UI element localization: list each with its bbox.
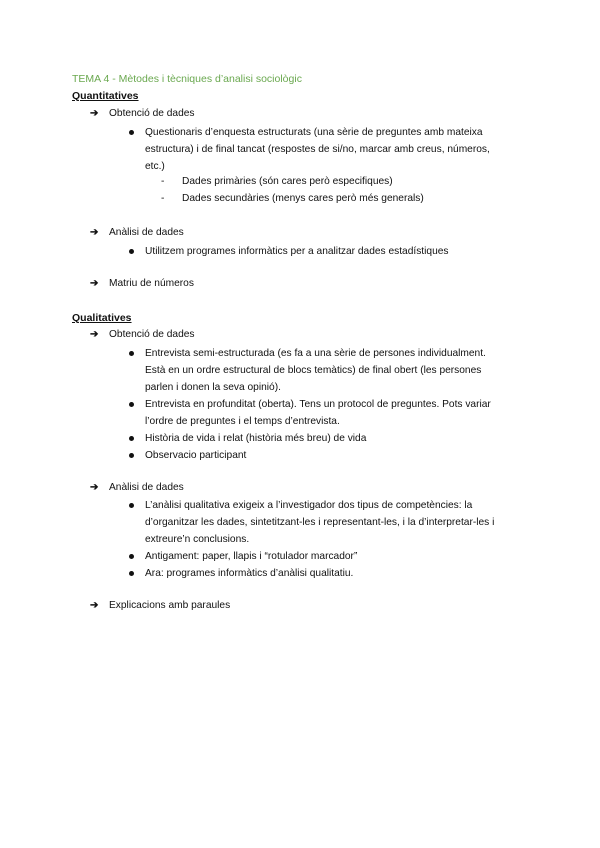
dash-icon: - bbox=[161, 176, 165, 187]
right-arrow-icon: ➔ bbox=[90, 329, 99, 340]
sub-item-dades-secundaries: - Dades secundàries (menys cares però més generals) bbox=[161, 193, 424, 204]
list-item-obtencio-qual: ➔ Obtenció de dades bbox=[90, 329, 195, 340]
bullet-dot-icon bbox=[129, 249, 134, 254]
list-item-analisi-qual: ➔ Anàlisi de dades bbox=[90, 482, 184, 493]
right-arrow-icon: ➔ bbox=[90, 600, 99, 611]
bullet-dot-icon bbox=[129, 571, 134, 576]
right-arrow-icon: ➔ bbox=[90, 278, 99, 289]
right-arrow-icon: ➔ bbox=[90, 227, 99, 238]
page-title: TEMA 4 - Mètodes i tècniques d’analisi sociològic bbox=[72, 73, 302, 85]
bullet-dot-icon bbox=[129, 436, 134, 441]
bullet-dot-icon bbox=[129, 402, 134, 407]
bullet-dot-icon bbox=[129, 503, 134, 508]
list-item-matriu: ➔ Matriu de números bbox=[90, 278, 194, 289]
list-item-obtencio-quant: ➔ Obtenció de dades bbox=[90, 108, 195, 119]
list-item-analisi-quant: ➔ Anàlisi de dades bbox=[90, 227, 184, 238]
section-heading-qualitatives: Qualitatives bbox=[72, 312, 132, 324]
bullet-dot-icon bbox=[129, 453, 134, 458]
bullet-dot-icon bbox=[129, 351, 134, 356]
dash-icon: - bbox=[161, 193, 165, 204]
document-page: TEMA 4 - Mètodes i tècniques d’analisi sociològic Quantitatives ➔ Obtenció de dades Questionaris d’enquesta estructurats (una sèrie de preguntes amb mateixa estructura) i de final tancat (respostes de si/no, marcar amb creus, números, etc.) - Dades primàries (són cares però especifiques) - Dades secundàries (menys cares però més generals) ➔ Anàlisi de dades Utilitzem programes informàtics per a analitzar dades estadístiques ➔ Matriu de números Qualitatives ➔ Obtenció de dades Entrevista semi-estructurada (es fa a una sèrie de persones individualment. Està en un ordre estructural de blocs temàtics) de final obert (les persones parlen i donen la seva opinió). Entrevista en profunditat (oberta). Tens un protocol de preguntes. Pots variar l’ordre de preguntes i el temps d’entrevista. Història de vida i relat (història més breu) de vida Observacio participant ➔ Anàlisi de dades L’anàlisi qualitativa exigeix a l’investigador dos tipus de competències: la d’organitzar les dades, sintetitzant-les i representant-les, i la d’interpretar-les i extreure’n conclusions. Antigament: paper, llapis i “rotulador marcador” Ara: programes informàtics d’anàlisi qualitatiu. ➔ Explicacions amb paraules bbox=[72, 73, 495, 611]
list-item-explicacions: ➔ Explicacions amb paraules bbox=[90, 600, 231, 611]
right-arrow-icon: ➔ bbox=[90, 108, 99, 119]
right-arrow-icon: ➔ bbox=[90, 482, 99, 493]
sub-item-dades-primaries: - Dades primàries (són cares però especifiques) bbox=[161, 176, 393, 187]
section-heading-quantitatives: Quantitatives bbox=[72, 90, 139, 102]
bullet-dot-icon bbox=[129, 130, 134, 135]
bullet-dot-icon bbox=[129, 554, 134, 559]
